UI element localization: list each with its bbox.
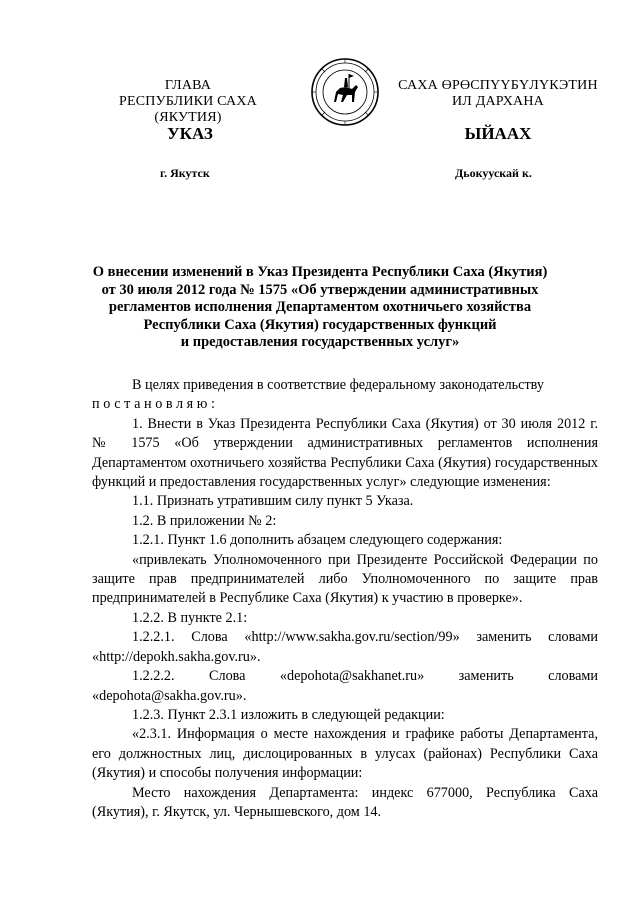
paragraph-item-1: 1. Внести в Указ Президента Республики Саха (Якутия) от 30 июля 2012 г. № 1575 «Об утверждении административных регламентов исполнения Департаментом охотничьего хозяйства Республики Саха (Якутия) государственных функций и предоставления государственных услуг» следующие изменения:	[92, 415, 598, 491]
paragraph-decree-word: постановляю:	[92, 396, 219, 413]
header-left-block	[88, 78, 288, 126]
document-body	[92, 376, 598, 822]
paragraph-item-1-1: 1.1. Признать утратившим силу пункт 5 Указа.	[132, 493, 414, 510]
title-line: от 30 июля 2012 года № 1575 «Об утверждении административных	[101, 281, 539, 298]
header-left-line1: ГЛАВА	[164, 78, 212, 93]
sakha-emblem-icon	[310, 56, 380, 128]
paragraph-quote-2: «2.3.1. Информация о месте нахождения и графике работы Департамента, его должностных лиц, дислоцированных в улусах (районах) Республики Саха (Якутия) и способы получения информации:	[92, 726, 598, 782]
paragraph-quote-1: «привлекать Уполномоченного при Президенте Российской Федерации по защите прав предпринимателей либо Уполномоченного по защите прав предпринимателей в Республике Саха (Якутия) к участию в проверке».	[92, 551, 598, 607]
header-right-block	[388, 78, 608, 110]
title-line: О внесении изменений в Указ Президента Республики Саха (Якутия)	[92, 264, 548, 280]
title-line: и предоставления государственных услуг»	[180, 334, 460, 350]
paragraph-item-1-2-3: 1.2.3. Пункт 2.3.1 изложить в следующей редакции:	[132, 706, 445, 723]
decree-title-sakha: ЫЙААХ	[464, 124, 532, 143]
paragraph-item-1-2-2-2: 1.2.2.2. Слова «depohota@sakhanet.ru» заменить словами «depohota@sakha.gov.ru».	[92, 668, 598, 704]
city-sakha: Дьокуускай к.	[455, 166, 532, 180]
paragraph-item-1-2-1: 1.2.1. Пункт 1.6 дополнить абзацем следующего содержания:	[132, 532, 503, 549]
paragraph-location: Место нахождения Департамента: индекс 677000, Республика Саха (Якутия), г. Якутск, ул. Чернышевского, дом 14.	[92, 784, 598, 820]
document-title	[60, 264, 580, 352]
header-right-line2: ИЛ ДАРХАНА	[451, 94, 544, 109]
paragraph-item-1-2-2: 1.2.2. В пункте 2.1:	[132, 609, 248, 626]
header-right-line1: САХА ӨРӨСПҮҮБҮЛҮКЭТИН	[398, 78, 598, 93]
title-line: регламентов исполнения Департаментом охотничьего хозяйства	[108, 299, 532, 315]
paragraph-preamble: В целях приведения в соответствие федеральному законодательству	[132, 377, 544, 393]
header-left-line2: РЕСПУБЛИКИ САХА (ЯКУТИЯ)	[119, 94, 257, 125]
title-line: Республики Саха (Якутия) государственных функций	[143, 316, 497, 333]
decree-title-ru: УКАЗ	[167, 124, 213, 143]
paragraph-item-1-2: 1.2. В приложении № 2:	[132, 512, 277, 529]
paragraph-item-1-2-2-1: 1.2.2.1. Слова «http://www.sakha.gov.ru/section/99» заменить словами «http://depokh.sakha.gov.ru».	[92, 629, 598, 665]
city-ru: г. Якутск	[160, 166, 210, 180]
